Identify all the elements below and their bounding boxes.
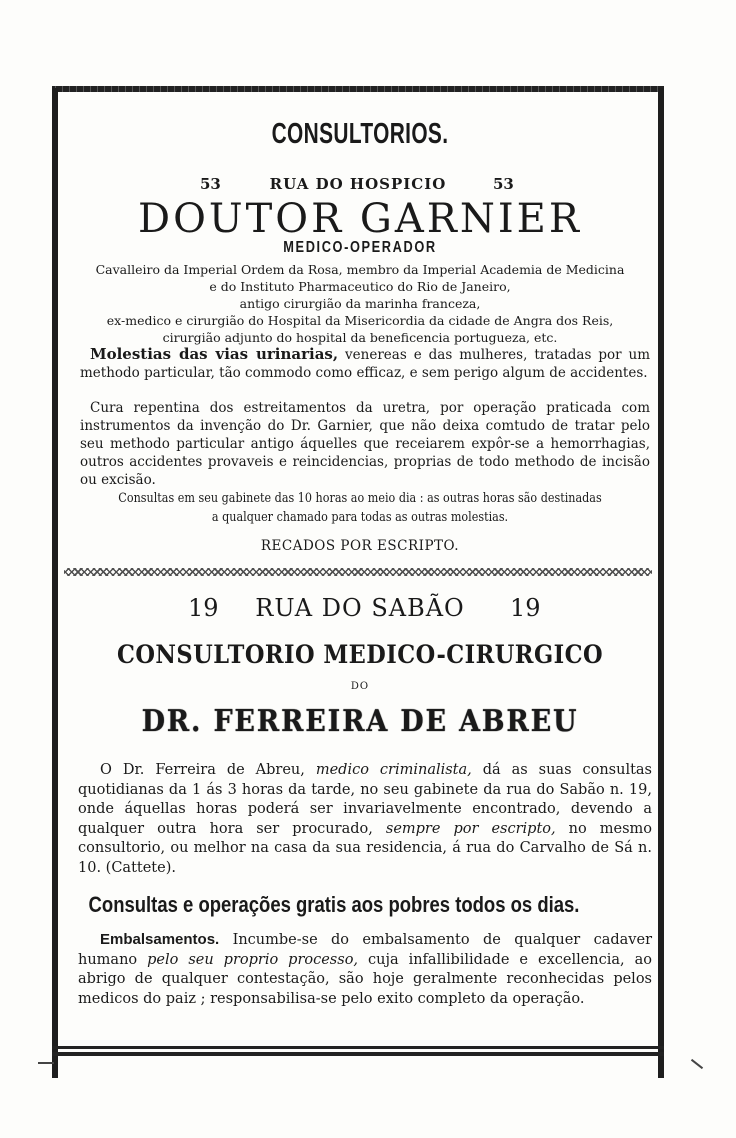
credential-line: e do Instituto Pharmaceutico do Rio de Janeiro, (209, 279, 511, 294)
ad1-paragraph-text: venereas e das mulheres, tratadas por um methodo particular, tão commodo como efficaz, e sem perigo algum de accidentes. (80, 347, 650, 381)
credential-line: cirurgião adjunto do hospital da beneficencia portugueza, etc. (162, 330, 558, 345)
ad1-recados: RECADOS POR ESCRIPTO. (260, 538, 460, 554)
ad1-address-street: RUA DO HOSPICIO (269, 175, 447, 193)
ad1-address-number-right: 53 (493, 175, 514, 193)
ad2-paragraph-italic: medico criminalista, (315, 762, 472, 778)
margin-mark-right (691, 1059, 703, 1069)
ad1-paragraph-lead: Molestias das vias urinarias, (90, 345, 339, 363)
ad2-paragraph-italic: sempre por escripto, (385, 820, 556, 837)
ad1-heading: CONSULTORIOS. (271, 118, 449, 150)
ad2-paragraph-text: Incumbe-se do embalsamento de qualquer cadaver humano (78, 932, 652, 968)
ad2-paragraph-text: dá as suas consultas quotidianas da 1 ás 3 horas da tarde, no seu gabinete da rua do Sabão n. 19, onde áquellas horas poderá ser invariavelmente encontrado, devendo a qualquer outra hora ser procurado, (78, 762, 652, 837)
bottom-border-rule-thick (52, 1052, 664, 1056)
margin-mark (38, 1062, 54, 1064)
ad2-paragraph-text: no mesmo consultorio, ou melhor na casa da sua residencia, á rua do Carvalho de Sá n. 10. (Cattete). (78, 820, 652, 876)
ad1-hours (60, 489, 660, 527)
ad1-paragraph-stricture: Cura repentina dos estreitamentos da uretra, por operação praticada com instrumentos da invenção do Dr. Garnier, que não deixa comtudo de tratar pelo seu methodo particular antigo áquelles que receiarem expôr-se a hemorrhagias, outros accidentes provaveis e reincidencias, proprias de todo methodo de incisão ou excisão. (80, 400, 650, 488)
ad2-paragraph-consultations (78, 761, 652, 878)
ad2-gratis: Consultas e operações gratis aos pobres todos os dias. (88, 892, 580, 917)
ad1-hours-line: Consultas em seu gabinete das 10 horas ao meio dia : as outras horas são destinadas (118, 491, 602, 506)
ad2-paragraph-italic: pelo seu proprio processo, (147, 951, 359, 968)
section-divider (64, 568, 652, 576)
ad2-paragraph-text: O Dr. Ferreira de Abreu, (100, 762, 316, 778)
ad2-paragraph-embalming (78, 930, 652, 1009)
ad2-doctor-name: DR. FERREIRA DE ABREU (141, 704, 579, 739)
ad2-embalming-lead: Embalsamentos. (100, 931, 220, 948)
ad1-hours-line: a qualquer chamado para todas as outras molestias. (211, 510, 509, 525)
bottom-border-rule (52, 1046, 664, 1049)
credential-line: Cavalleiro da Imperial Ordem da Rosa, membro da Imperial Academia de Medicina (95, 262, 625, 277)
ad1-title: MEDICO-OPERADOR (283, 239, 437, 256)
ad1-doctor-name: DOUTOR GARNIER (138, 196, 582, 242)
ad2-address-number-left: 19 (188, 594, 219, 622)
ad1-address-number-left: 53 (200, 175, 221, 193)
ad1-paragraph-urinary (80, 345, 650, 382)
credential-line: ex-medico e cirurgião do Hospital da Misericordia da cidade de Angra dos Reis, (106, 313, 614, 328)
ad2-paragraph-text: cuja infallibilidade e excellencia, ao abrigo de qualquer contestação, são hoje geralmente reconhecidas pelos medicos do paiz ; responsabilisa-se pelo exito completo da operação. (78, 951, 653, 1007)
ad2-address-street: RUA DO SABÃO (255, 594, 465, 622)
credential-line: antigo cirurgião da marinha franceza, (239, 296, 481, 311)
ad2-heading: CONSULTORIO MEDICO-CIRURGICO (117, 640, 603, 669)
ad2-do: DO (350, 681, 370, 692)
ad2-address-number-right: 19 (510, 594, 541, 622)
ad1-credentials (60, 261, 660, 346)
